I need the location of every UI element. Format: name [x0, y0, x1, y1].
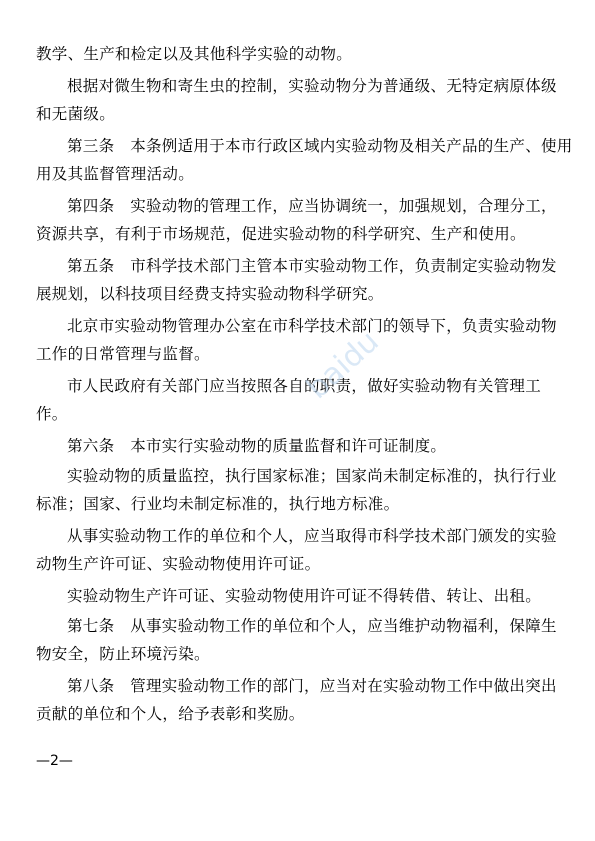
text-line: 第八条 管理实验动物工作的部门，应当对在实验动物工作中做出突出 — [67, 677, 557, 695]
text-line: 市人民政府有关部门应当按照各自的职责，做好实验动物有关管理工 — [67, 377, 542, 395]
text-line: 第五条 市科学技术部门主管本市实验动物工作，负责制定实验动物发 — [67, 257, 557, 275]
text-line: 贡献的单位和个人，给予表彰和奖励。 — [36, 705, 305, 723]
text-line: 第三条 本条例适用于本市行政区域内实验动物及相关产品的生产、使用 — [67, 137, 573, 155]
text-line: 物安全，防止环境污染。 — [36, 645, 210, 663]
watermark: baidu — [300, 323, 386, 407]
text-line: 工作的日常管理与监督。 — [36, 345, 210, 363]
text-line: 第六条 本市实行实验动物的质量监督和许可证制度。 — [67, 437, 447, 455]
text-line: 教学、生产和检定以及其他科学实验的动物。 — [36, 45, 353, 63]
text-line: 第七条 从事实验动物工作的单位和个人，应当维护动物福利，保障生 — [67, 617, 557, 635]
text-line: 资源共享，有利于市场规范，促进实验动物的科学研究、生产和使用。 — [36, 225, 526, 243]
text-line: 动物生产许可证、实验动物使用许可证。 — [36, 555, 321, 573]
page-number: —2— — [36, 753, 73, 769]
text-line: 从事实验动物工作的单位和个人，应当取得市科学技术部门颁发的实验 — [67, 527, 557, 545]
text-line: 展规划，以科技项目经费支持实验动物科学研究。 — [36, 285, 384, 303]
text-line: 标准；国家、行业均未制定标准的，执行地方标准。 — [36, 495, 400, 513]
text-line: 用及其监督管理活动。 — [36, 165, 195, 183]
text-line: 实验动物生产许可证、实验动物使用许可证不得转借、转让、出租。 — [67, 587, 542, 605]
text-line: 第四条 实验动物的管理工作，应当协调统一，加强规划，合理分工， — [67, 197, 557, 215]
text-line: 和无菌级。 — [36, 105, 116, 123]
text-line: 根据对微生物和寄生虫的控制，实验动物分为普通级、无特定病原体级 — [67, 77, 557, 95]
text-line: 北京市实验动物管理办公室在市科学技术部门的领导下，负责实验动物 — [67, 317, 557, 335]
text-line: 实验动物的质量监控，执行国家标准；国家尚未制定标准的，执行行业 — [67, 467, 557, 485]
text-line: 作。 — [36, 405, 68, 423]
